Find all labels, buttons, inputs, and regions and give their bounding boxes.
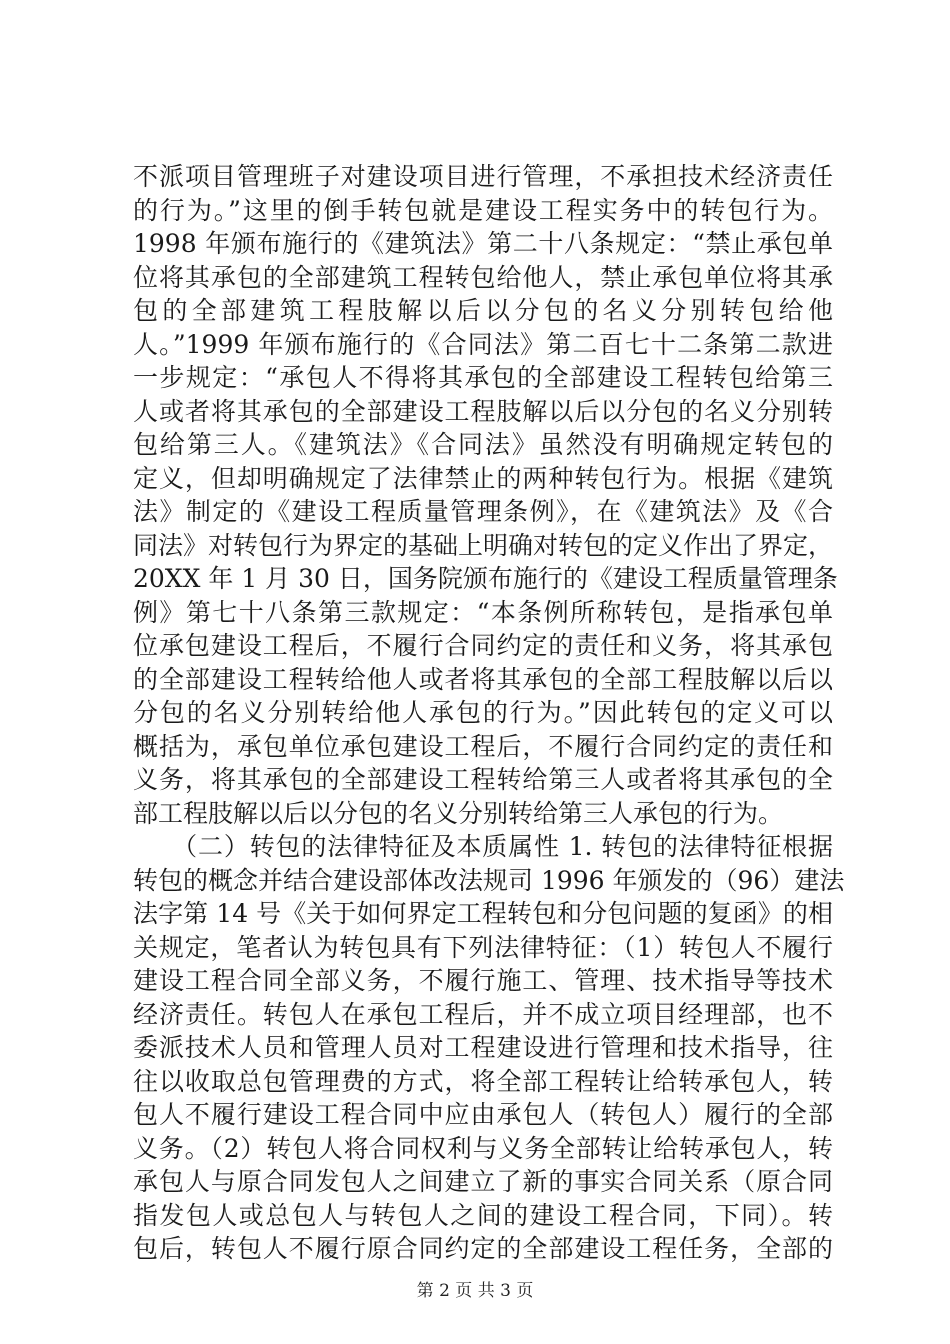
page-number-label: 第 2 页 共 3 页 — [416, 1281, 534, 1301]
text-line: 人或者将其承包的全部建设工程肢解以后以分包的名义分别转 — [133, 396, 833, 426]
text-line: 一步规定：“承包人不得将其承包的全部建设工程转包给第三 — [133, 363, 833, 392]
text-line: 包的全部建筑工程肢解以后以分包的名义分别转包给他 — [133, 296, 833, 325]
text-line: 承包人与原合同发包人之间建立了新的事实合同关系（原合同 — [133, 1167, 833, 1196]
text-line: 经济责任。转包人在承包工程后，并不成立项目经理部，也不 — [133, 999, 833, 1029]
text-line: 定义，但却明确规定了法律禁止的两种转包行为。根据《建筑 — [133, 463, 833, 493]
text-line: 义务，将其承包的全部建设工程转给第三人或者将其承包的全 — [133, 765, 833, 794]
text-line: 分包的名义分别转给他人承包的行为。”因此转包的定义可以 — [133, 698, 833, 727]
text-line: 建设工程合同全部义务，不履行施工、管理、技术指导等技术 — [133, 966, 833, 995]
text-line: 委派技术人员和管理人员对工程建设进行管理和技术指导，往 — [133, 1033, 833, 1062]
text-line: （二）转包的法律特征及本质属性 1. 转包的法律特征根据 — [133, 832, 833, 861]
text-line: 同法》对转包行为界定的基础上明确对转包的定义作出了界定， — [133, 530, 834, 560]
text-line: 往以收取总包管理费的方式，将全部工程转让给转承包人，转 — [133, 1066, 833, 1096]
text-line: 包后，转包人不履行原合同约定的全部建设工程任务，全部的 — [133, 1234, 833, 1263]
text-line: 法字第 14 号《关于如何界定工程转包和分包问题的复函》的相 — [133, 899, 833, 928]
page-footer — [0, 1276, 950, 1301]
text-line: 指发包人或总包人与转包人之间的建设工程合同，下同）。转 — [133, 1200, 833, 1230]
text-line: 位将其承包的全部建筑工程转包给他人，禁止承包单位将其承 — [133, 262, 833, 292]
text-line: 部工程肢解以后以分包的名义分别转给第三人承包的行为。 — [133, 798, 784, 828]
text-line: 的全部建设工程转给他人或者将其承包的全部工程肢解以后以 — [133, 664, 833, 694]
text-line: 包人不履行建设工程合同中应由承包人（转包人）履行的全部 — [133, 1100, 833, 1129]
text-line: 不派项目管理班子对建设项目进行管理，不承担技术经济责任 — [133, 162, 833, 191]
text-line: 包给第三人。《建筑法》《合同法》虽然没有明确规定转包的 — [133, 430, 833, 459]
document-body — [133, 160, 845, 1266]
text-line: 转包的概念并结合建设部体改法规司 1996 年颁发的（96）建法 — [133, 865, 845, 895]
text-line: 义务。（2）转包人将合同权利与义务全部转让给转承包人，转 — [133, 1133, 833, 1163]
text-line: 人。”1999 年颁布施行的《合同法》第二百七十二条第二款进 — [133, 329, 833, 359]
text-line: 1998 年颁布施行的《建筑法》第二十八条规定：“禁止承包单 — [133, 229, 833, 258]
text-line: 法》制定的《建设工程质量管理条例》，在《建筑法》及《合 — [133, 497, 833, 526]
text-line: 概括为，承包单位承包建设工程后，不履行合同约定的责任和 — [133, 731, 833, 761]
text-line: 的行为。”这里的倒手转包就是建设工程实务中的转包行为。 — [133, 195, 833, 225]
text-line: 例》第七十八条第三款规定：“本条例所称转包，是指承包单 — [133, 597, 833, 627]
text-line: 位承包建设工程后，不履行合同约定的责任和义务，将其承包 — [133, 631, 833, 660]
text-line: 关规定，笔者认为转包具有下列法律特征：（1）转包人不履行 — [133, 932, 833, 962]
text-line: 20XX 年 1 月 30 日，国务院颁布施行的《建设工程质量管理条 — [133, 564, 838, 593]
